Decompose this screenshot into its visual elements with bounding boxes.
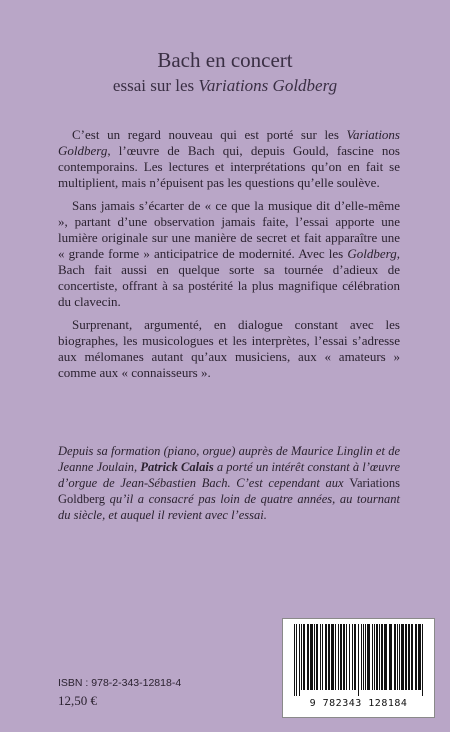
barcode-digits: 9 782343 128184: [309, 698, 408, 709]
barcode-bar: [389, 624, 392, 690]
barcode-bar: [316, 624, 318, 690]
barcode-bar: [314, 624, 315, 690]
bio-middle: a porté un intérêt constant à l’œuvre d’orgue de Jean-Sébastien Bach. C’est cependant aux: [58, 460, 401, 490]
barcode-bar: [401, 624, 404, 690]
barcode-bar: [322, 624, 323, 690]
blurb-text-run: , l’œuvre de Bach qui, depuis Gould, fascine nos contemporains. Les lectures et interprétations qu’on en fait se multiplient, mais n’épuisent pas les questions qu’elle soulève.: [58, 143, 400, 190]
blurb-italic-run: Goldberg: [347, 246, 397, 261]
barcode-bar: [394, 624, 396, 690]
price: 12,50 €: [58, 693, 97, 708]
barcode-bar: [381, 624, 383, 690]
barcode-bar: [294, 624, 295, 696]
barcode-bar: [411, 624, 413, 690]
barcode-bar: [299, 624, 300, 696]
subtitle-prefix: essai sur les: [112, 76, 199, 95]
barcode-bar: [408, 624, 410, 690]
barcode-bar: [331, 624, 334, 690]
blurb-text-run: Surprenant, argumenté, en dialogue constant avec les biographes, les musicologues et les interprètes, l’essai s’adresse aux mélomanes autant qu’aux musiciens, aux « amateurs » comme aux « connaisseurs ».: [58, 317, 400, 380]
blurb-italic-run: Variations Goldberg: [58, 127, 400, 158]
barcode-bar: [384, 624, 387, 690]
barcode-bar: [352, 624, 353, 690]
barcode-bar: [365, 624, 366, 690]
subtitle-italic: Variations Goldberg: [198, 76, 338, 95]
blurb-text-run: C’est un regard nouveau qui est porté sur les: [72, 127, 347, 142]
bio-end: qu’il a consacré pas loin de quatre années, au tournant du siècle, et auquel il revient avec l’essai.: [58, 492, 400, 522]
barcode-bar: [310, 624, 313, 690]
barcode-bar: [349, 624, 350, 690]
barcode-bar: [346, 624, 347, 690]
barcode-bar: [361, 624, 362, 690]
barcode-bar: [374, 624, 375, 690]
barcode-bar: [307, 624, 309, 690]
barcode-bar: [296, 624, 297, 696]
barcode-bar: [376, 624, 378, 690]
barcode-bar: [367, 624, 370, 690]
barcode-bar: [418, 624, 421, 690]
barcode-bar: [415, 624, 417, 690]
barcode-bars: [288, 624, 429, 696]
bio-upright-title: Variations Goldberg: [58, 476, 400, 506]
blurb: [58, 127, 400, 388]
barcode-bar: [335, 624, 336, 690]
barcode-bar: [325, 624, 327, 690]
blurb-paragraph: [58, 127, 400, 191]
barcode-bar: [405, 624, 407, 690]
book-title: Bach en concert: [157, 48, 293, 72]
barcode-bar: [372, 624, 373, 690]
bio-intro: Depuis sa formation (piano, orgue) auprès de Maurice Linglin et de Jeanne Joulain,: [58, 444, 400, 474]
barcode-bar: [397, 624, 398, 690]
isbn: ISBN : 978-2-343-12818-4: [58, 677, 182, 689]
barcode-bar: [303, 624, 305, 690]
author-name: Patrick Calais: [140, 460, 214, 474]
book-subtitle: [0, 76, 450, 96]
barcode-bar: [399, 624, 400, 690]
barcode-bar: [358, 624, 359, 696]
barcode-bar: [354, 624, 356, 690]
barcode-bar: [343, 624, 345, 690]
barcode-bar: [340, 624, 342, 690]
barcode-bar: [379, 624, 380, 690]
blurb-paragraph: [58, 198, 400, 310]
barcode-bar: [301, 624, 302, 690]
blurb-paragraph: [58, 317, 400, 381]
barcode-bar: [422, 624, 423, 696]
barcode-bar: [338, 624, 339, 690]
barcode-bar: [320, 624, 321, 690]
barcode: [282, 618, 435, 718]
barcode-bar: [328, 624, 330, 690]
barcode-bar: [363, 624, 364, 690]
author-bio: [58, 443, 400, 523]
blurb-text-run: Sans jamais s’écarter de « ce que la musique dit d’elle-même », partant d’une observation jamais faite, l’essai apporte une lumière originale sur une manière de secret et fait apparaître une « grande forme » anticipatrice de modernité. Avec les: [58, 198, 400, 261]
blurb-text-run: , Bach fait aussi en quelque sorte sa tournée d’adieux de concertiste, offrant à sa postérité la plus magnifique célébration du clavecin.: [58, 246, 400, 309]
